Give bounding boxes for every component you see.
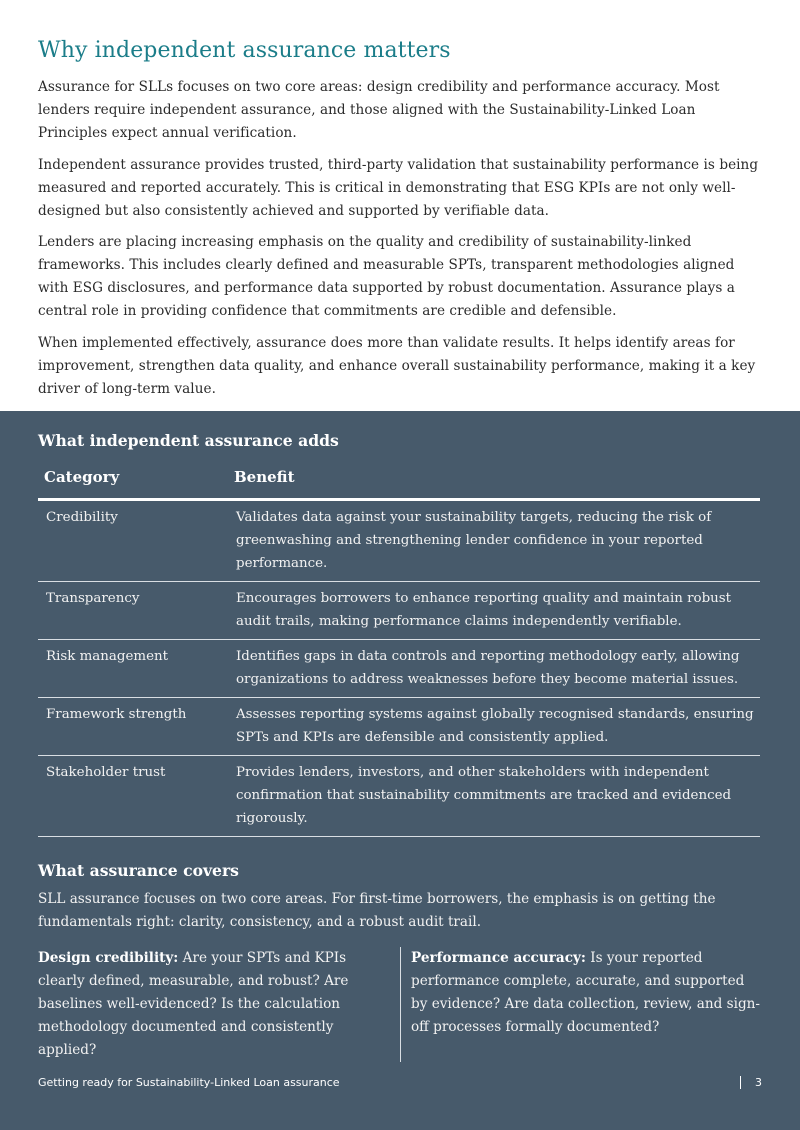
performance-accuracy-label: Performance accuracy: xyxy=(411,949,586,966)
covers-heading: What assurance covers xyxy=(38,860,239,880)
intro-paragraph-4: When implemented effectively, assurance does more than validate results. It helps identify areas for improvement, strengthen data quality, and enhance overall sustainability performance, making it a key driver of long-term value. xyxy=(38,334,756,397)
intro-paragraph-3: Lenders are placing increasing emphasis on the quality and credibility of sustainability-linked frameworks. This includes clearly defined and measurable SPTs, transparent methodologies aligned with ESG disclosures, and performance data supported by robust documentation. Assurance plays a central role in providing confidence that commitments are credible and defensible. xyxy=(38,234,735,319)
benefit-cell: Identifies gaps in data controls and reporting methodology early, allowing organizations to address weaknesses before they become material issues. xyxy=(228,639,760,697)
design-credibility-label: Design credibility: xyxy=(38,949,179,966)
page-number-group xyxy=(740,1076,762,1089)
table-header-row xyxy=(38,459,760,499)
footer-doc-title: Getting ready for Sustainability-Linked Loan assurance xyxy=(38,1076,340,1089)
performance-accuracy-block xyxy=(400,947,760,1062)
table-row xyxy=(38,755,760,836)
page-title: Why independent assurance matters xyxy=(38,38,451,63)
column-header-benefit: Benefit xyxy=(228,459,760,499)
covers-intro: SLL assurance focuses on two core areas. For first-time borrowers, the emphasis is on getting the fundamentals right: clarity, consistency, and a robust audit trail. xyxy=(38,890,716,930)
category-cell: Risk management xyxy=(38,639,228,697)
footer-divider xyxy=(740,1076,741,1089)
intro-paragraph-2: Independent assurance provides trusted, third-party validation that sustainability performance is being measured and reported accurately. This is critical in demonstrating that ESG KPIs are not only well-designed but also consistently achieved and supported by verifiable data. xyxy=(38,156,759,219)
benefit-cell: Provides lenders, investors, and other stakeholders with independent confirmation that sustainability commitments are tracked and evidenced rigorously. xyxy=(228,755,760,836)
category-cell: Framework strength xyxy=(38,697,228,755)
performance-accuracy-text: Is your reported performance complete, accurate, and supported by evidence? Are data collection, review, and sign-off processes formally documented? xyxy=(411,949,760,1035)
page-footer xyxy=(38,1076,762,1089)
column-header-category: Category xyxy=(38,459,228,499)
benefit-cell: Encourages borrowers to enhance reporting quality and maintain robust audit trails, making performance claims independently verifiable. xyxy=(228,581,760,639)
design-credibility-block xyxy=(38,947,400,1062)
benefits-table xyxy=(38,459,760,837)
category-cell: Transparency xyxy=(38,581,228,639)
category-cell: Credibility xyxy=(38,499,228,581)
benefit-cell: Assesses reporting systems against globally recognised standards, ensuring SPTs and KPIs are defensible and consistently applied. xyxy=(228,697,760,755)
category-cell: Stakeholder trust xyxy=(38,755,228,836)
adds-heading: What independent assurance adds xyxy=(38,431,339,450)
table-row xyxy=(38,697,760,755)
table-row xyxy=(38,499,760,581)
design-credibility-text: Are your SPTs and KPIs clearly defined, measurable, and robust? Are baselines well-evidenced? Is the calculation methodology documented and consistently applied? xyxy=(38,949,349,1058)
benefit-cell: Validates data against your sustainability targets, reducing the risk of greenwashing and strengthening lender confidence in your reported performance. xyxy=(228,499,760,581)
intro-section xyxy=(0,0,800,411)
coverage-columns xyxy=(38,947,760,1062)
assurance-panel xyxy=(0,411,800,1130)
table-row xyxy=(38,639,760,697)
page-number: 3 xyxy=(755,1076,762,1089)
table-row xyxy=(38,581,760,639)
intro-paragraph-1: Assurance for SLLs focuses on two core areas: design credibility and performance accuracy. Most lenders require independent assurance, and those aligned with the Sustainability-Linked Loan Principles expect annual verification. xyxy=(38,79,720,141)
